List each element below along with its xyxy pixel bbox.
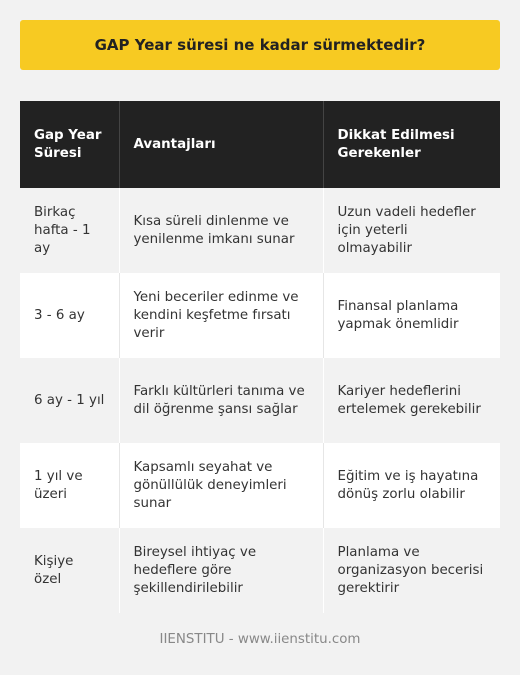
cell-considerations: Finansal planlama yapmak önemlidir bbox=[323, 273, 500, 358]
table-header-row bbox=[20, 101, 500, 188]
cell-considerations: Uzun vadeli hedefler için yeterli olmayabilir bbox=[323, 188, 500, 273]
cell-duration: Kişiye özel bbox=[34, 553, 74, 587]
cell-considerations: Planlama ve organizasyon becerisi gerektirir bbox=[323, 528, 500, 613]
cell-duration: Birkaç hafta - 1 ay bbox=[34, 204, 91, 256]
table-row bbox=[20, 443, 500, 528]
table-row bbox=[20, 528, 500, 613]
table-row bbox=[20, 273, 500, 358]
cell-advantages: Kapsamlı seyahat ve gönüllülük deneyimleri sunar bbox=[119, 443, 323, 528]
footer-credit: IIENSTITU - www.iienstitu.com bbox=[159, 632, 361, 647]
cell-duration: 6 ay - 1 yıl bbox=[34, 392, 105, 408]
cell-considerations: Kariyer hedeflerini ertelemek gerekebilir bbox=[323, 358, 500, 443]
cell-duration: 1 yıl ve üzeri bbox=[34, 468, 83, 502]
table-row bbox=[20, 188, 500, 273]
header-considerations: Dikkat Edilmesi Gerekenler bbox=[323, 101, 500, 188]
table-row bbox=[20, 358, 500, 443]
header-advantages: Avantajları bbox=[119, 101, 323, 188]
cell-advantages: Bireysel ihtiyaç ve hedeflere göre şekillendirilebilir bbox=[119, 528, 323, 613]
cell-advantages: Kısa süreli dinlenme ve yenilenme imkanı sunar bbox=[119, 188, 323, 273]
cell-duration: 3 - 6 ay bbox=[34, 307, 85, 323]
gap-year-table bbox=[20, 101, 500, 613]
cell-advantages: Farklı kültürleri tanıma ve dil öğrenme şansı sağlar bbox=[119, 358, 323, 443]
cell-advantages: Yeni beceriler edinme ve kendini keşfetme fırsatı verir bbox=[119, 273, 323, 358]
page-title: GAP Year süresi ne kadar sürmektedir? bbox=[94, 36, 426, 54]
cell-considerations: Eğitim ve iş hayatına dönüş zorlu olabilir bbox=[323, 443, 500, 528]
header-duration: Gap Year Süresi bbox=[34, 127, 102, 161]
title-banner bbox=[20, 20, 500, 70]
